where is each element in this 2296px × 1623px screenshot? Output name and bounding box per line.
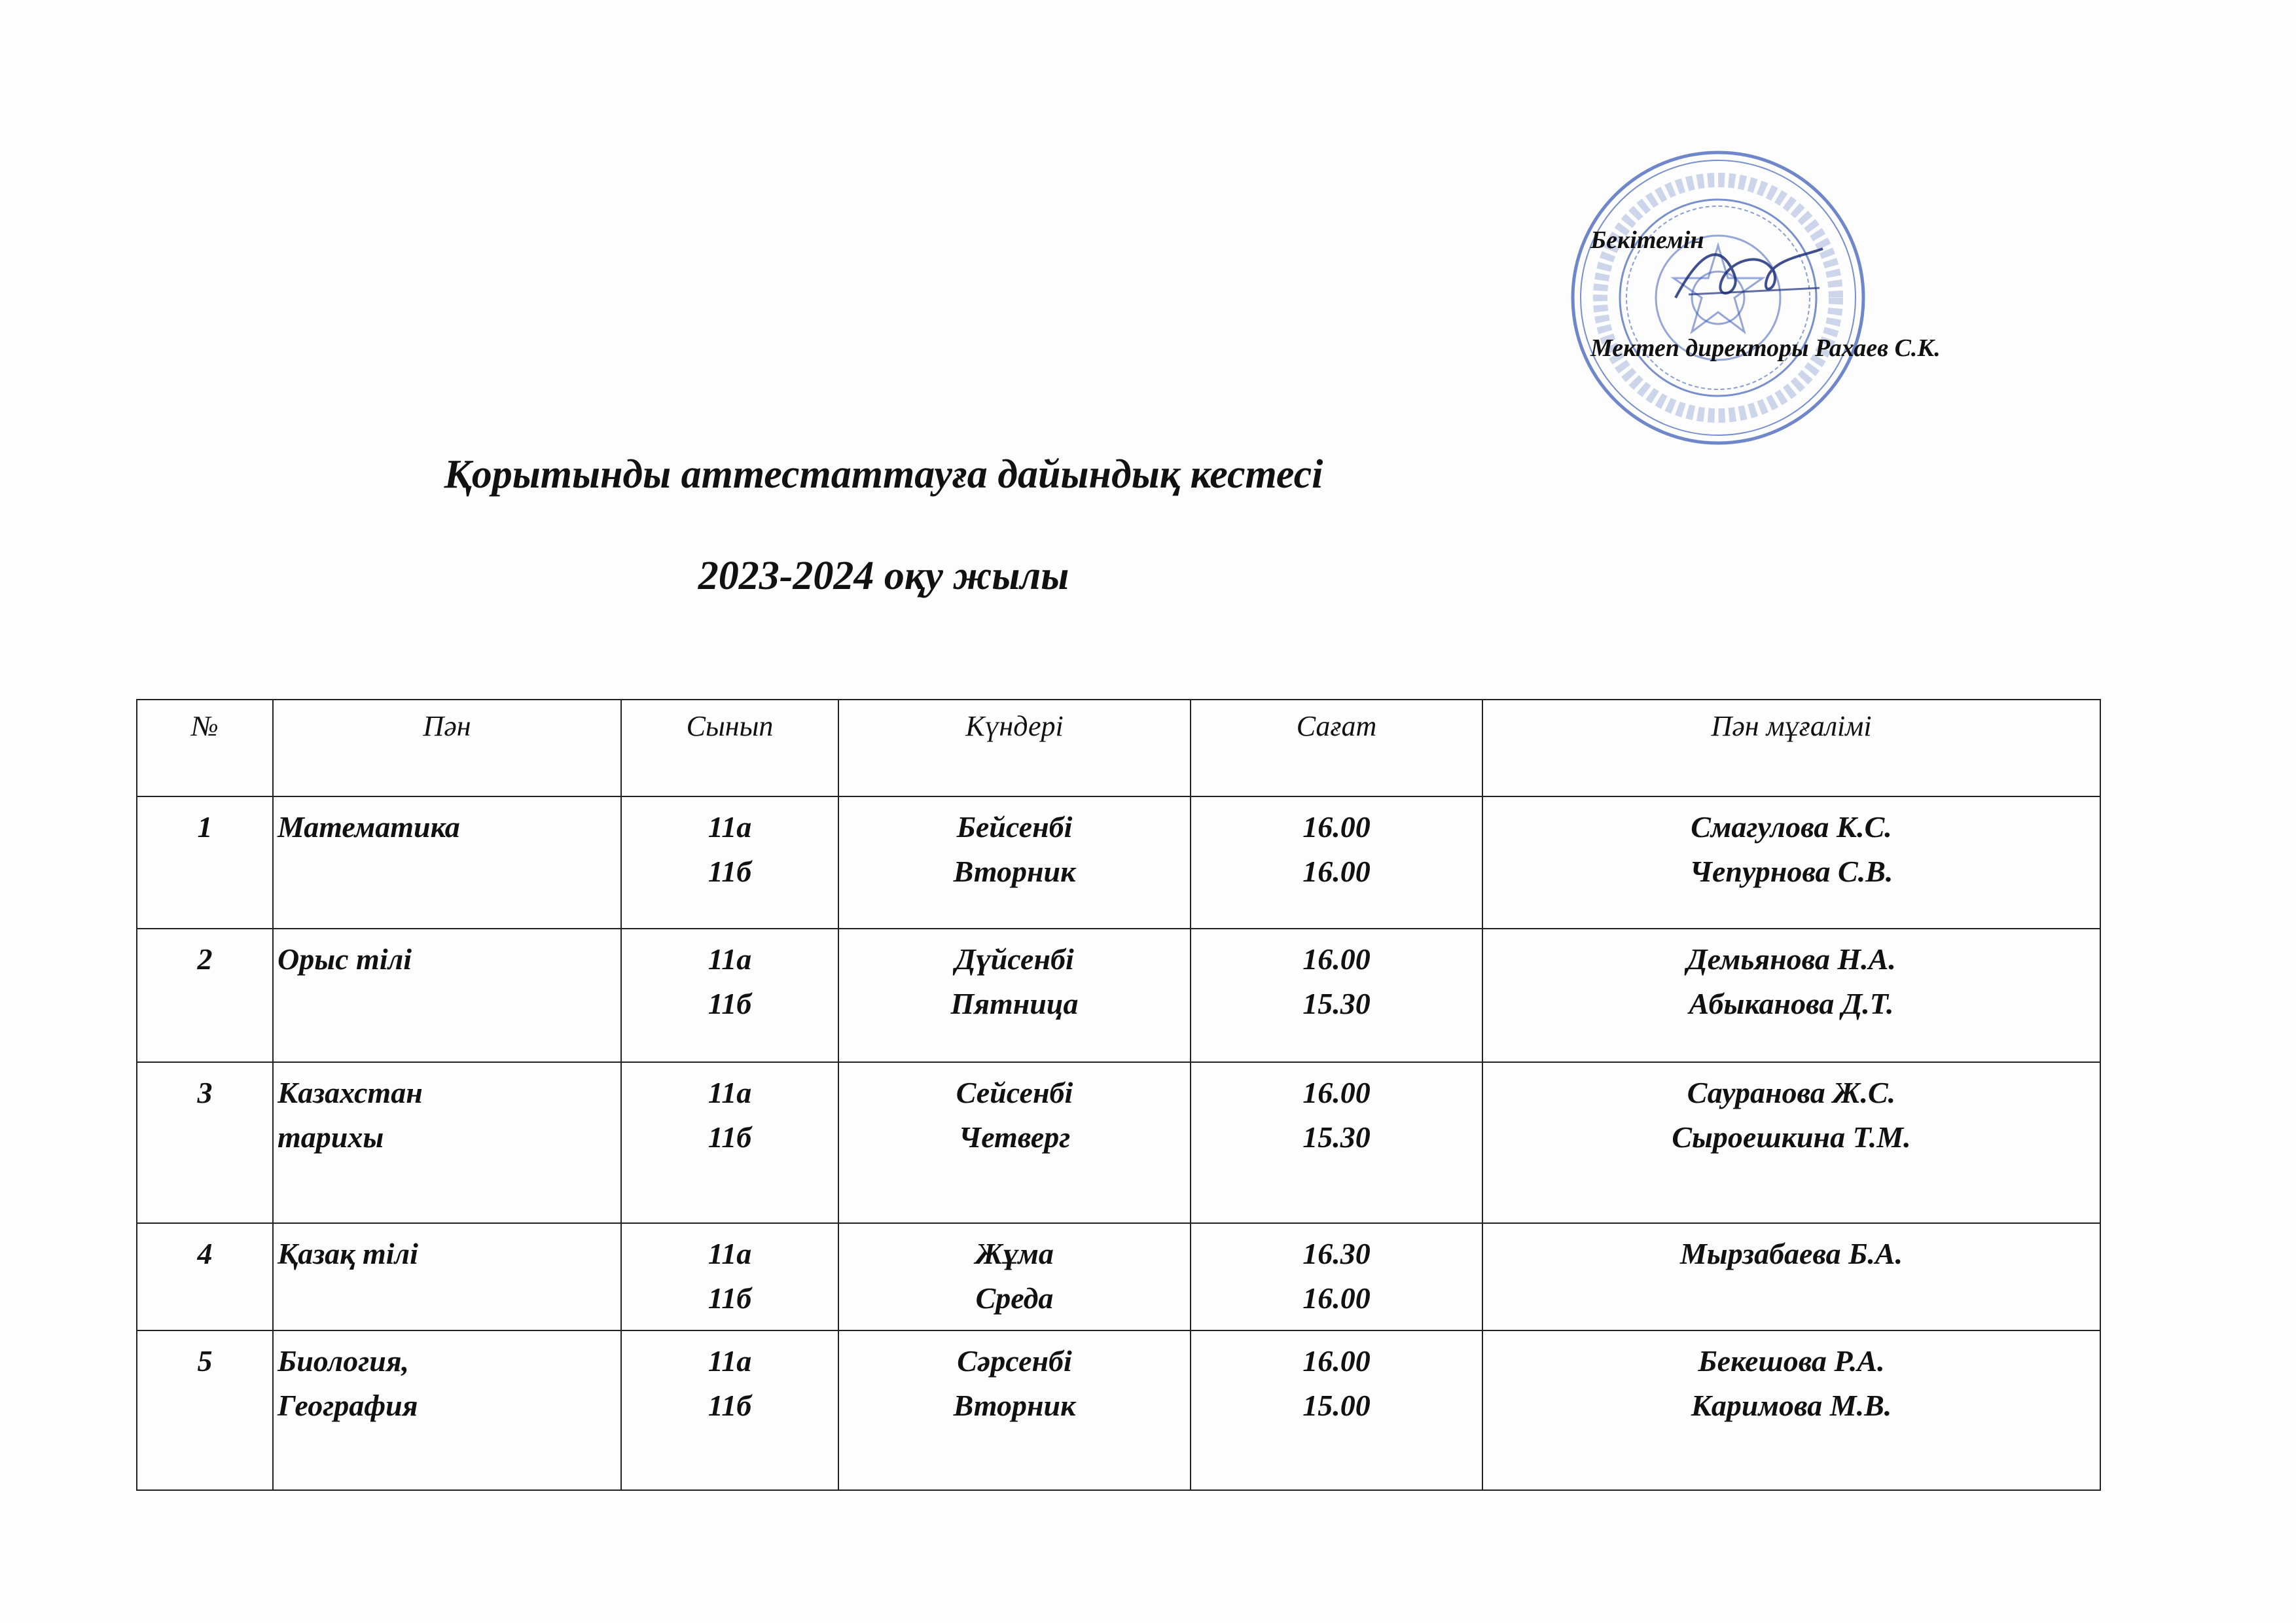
row-hours: 16.30 16.00 bbox=[1191, 1223, 1482, 1330]
row-classes: 11а 11б bbox=[621, 1062, 838, 1223]
row-teachers: Сауранова Ж.С. Сыроешкина Т.М. bbox=[1482, 1062, 2100, 1223]
row-subject: Казахстан тарихы bbox=[273, 1062, 621, 1223]
row-days: Дүйсенбі Пятница bbox=[838, 929, 1191, 1062]
academic-year: 2023-2024 оқу жылы bbox=[698, 554, 1069, 598]
row-hours: 16.00 16.00 bbox=[1191, 796, 1482, 929]
row-days: Бейсенбі Вторник bbox=[838, 796, 1191, 929]
row-days: Сәрсенбі Вторник bbox=[838, 1330, 1191, 1490]
row-num: 3 bbox=[137, 1062, 273, 1223]
table-row bbox=[137, 796, 2100, 929]
row-classes: 11а 11б bbox=[621, 1330, 838, 1490]
row-days: Сейсенбі Четверг bbox=[838, 1062, 1191, 1223]
row-subject: Математика bbox=[273, 796, 621, 929]
director-signature bbox=[1662, 236, 1833, 314]
row-teachers: Смагулова К.С. Чепурнова С.В. bbox=[1482, 796, 2100, 929]
approval-block bbox=[1590, 216, 2127, 386]
row-classes: 11а 11б bbox=[621, 796, 838, 929]
table-row bbox=[137, 929, 2100, 1062]
document-title: Қорытынды аттестаттауға дайындық кестесі bbox=[444, 452, 1323, 497]
row-subject: Орыс тілі bbox=[273, 929, 621, 1062]
header-class: Сынып bbox=[621, 700, 838, 796]
schedule-table bbox=[136, 699, 2101, 1491]
header-subject: Пән bbox=[273, 700, 621, 796]
row-num: 5 bbox=[137, 1330, 273, 1490]
row-hours: 16.00 15.30 bbox=[1191, 929, 1482, 1062]
row-days: Жұма Среда bbox=[838, 1223, 1191, 1330]
row-num: 2 bbox=[137, 929, 273, 1062]
director-line: Мектеп директоры Рахаев С.К. bbox=[1590, 334, 1941, 362]
row-num: 1 bbox=[137, 796, 273, 929]
table-header-row bbox=[137, 700, 2100, 796]
header-teacher: Пән мұғалімі bbox=[1482, 700, 2100, 796]
table-row bbox=[137, 1330, 2100, 1490]
approve-word: Бекітемін bbox=[1590, 226, 1704, 254]
row-subject: Биология, География bbox=[273, 1330, 621, 1490]
table-row bbox=[137, 1223, 2100, 1330]
header-num: № bbox=[137, 700, 273, 796]
row-hours: 16.00 15.30 bbox=[1191, 1062, 1482, 1223]
row-subject: Қазақ тілі bbox=[273, 1223, 621, 1330]
row-teachers: Бекешова Р.А. Каримова М.В. bbox=[1482, 1330, 2100, 1490]
header-days: Күндері bbox=[838, 700, 1191, 796]
header-hour: Сағат bbox=[1191, 700, 1482, 796]
row-classes: 11а 11б bbox=[621, 1223, 838, 1330]
table-row bbox=[137, 1062, 2100, 1223]
row-num: 4 bbox=[137, 1223, 273, 1330]
row-hours: 16.00 15.00 bbox=[1191, 1330, 1482, 1490]
row-classes: 11а 11б bbox=[621, 929, 838, 1062]
row-teachers: Демьянова Н.А. Абыканова Д.Т. bbox=[1482, 929, 2100, 1062]
row-teachers: Мырзабаева Б.А. bbox=[1482, 1223, 2100, 1330]
